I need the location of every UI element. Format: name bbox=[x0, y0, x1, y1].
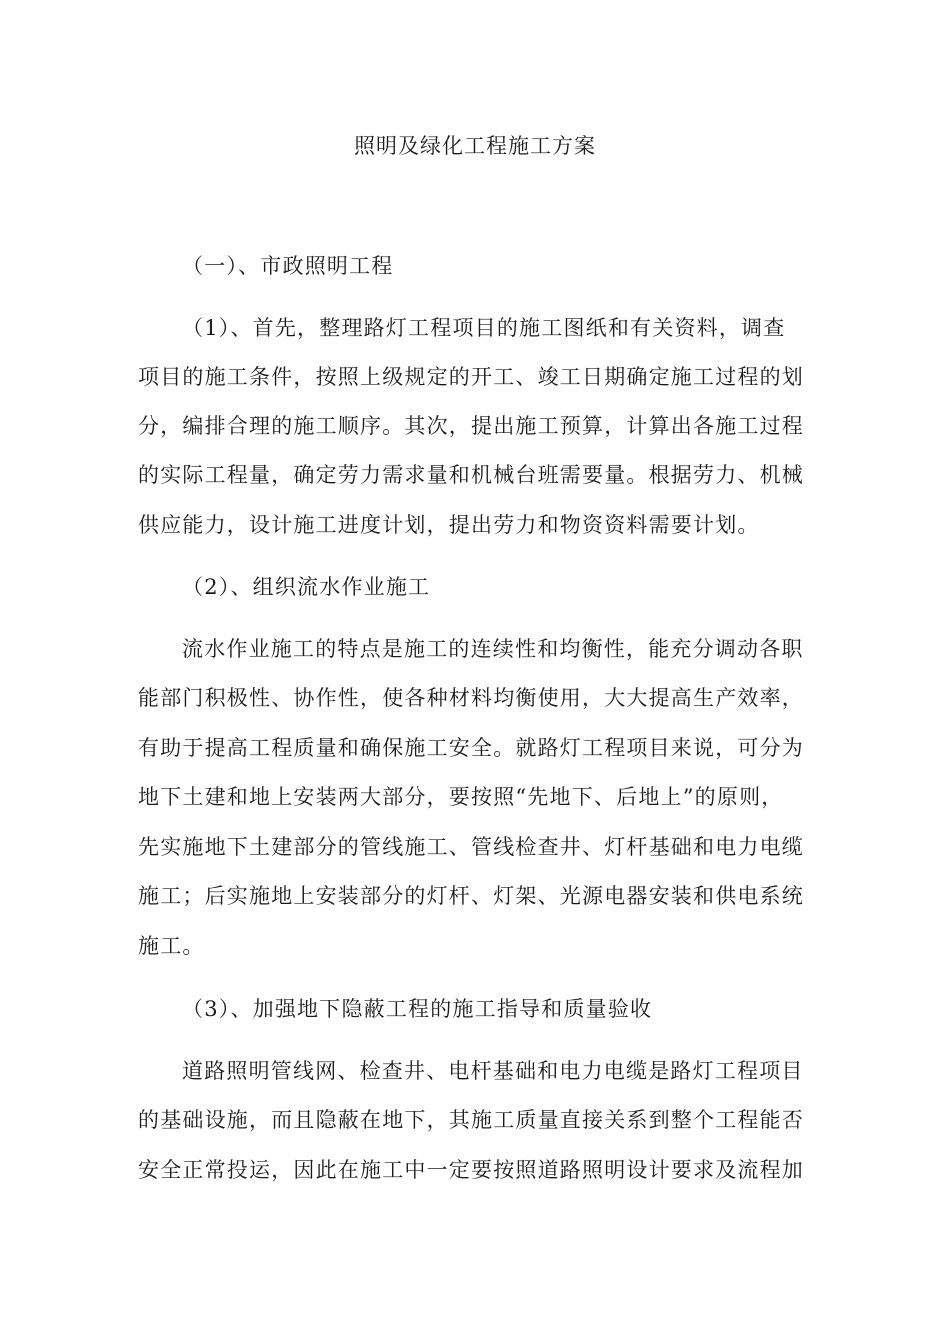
paragraph-line: 先实施地下土建部分的管线施工、管线检查井、灯杆基础和电力电缆 bbox=[138, 835, 804, 859]
paragraph-line: 的基础设施，而且隐蔽在地下，其施工质量直接关系到整个工程能否 bbox=[138, 1108, 804, 1132]
paragraph-line: 安全正常投运，因此在施工中一定要按照道路照明设计要求及流程加 bbox=[138, 1158, 804, 1182]
paragraph-line: 施工。 bbox=[138, 934, 205, 958]
paragraph-line: 供应能力，设计施工进度计划，提出劳力和物资资料需要计划。 bbox=[138, 513, 760, 537]
paragraph-line: 的实际工程量，确定劳力需求量和机械台班需要量。根据劳力、机械 bbox=[138, 463, 804, 487]
paragraph-line: 地下土建和地上安装两大部分，要按照“先地下、后地上”的原则， bbox=[138, 785, 784, 809]
paragraph-line: 道路照明管线网、检查井、电杆基础和电力电缆是路灯工程项目 bbox=[182, 1059, 804, 1083]
paragraph-line: 项目的施工条件，按照上级规定的开工、竣工日期确定施工过程的划 bbox=[138, 365, 804, 389]
paragraph-line: 有助于提高工程质量和确保施工安全。就路灯工程项目来说，可分为 bbox=[138, 736, 804, 760]
subheading-hidden-works: （3）、加强地下隐蔽工程的施工指导和质量验收 bbox=[182, 997, 653, 1021]
paragraph-line: 施工；后实施地上安装部分的灯杆、灯架、光源电器安装和供电系统 bbox=[138, 884, 804, 908]
paragraph-line: 能部门积极性、协作性，使各种材料均衡使用，大大提高生产效率， bbox=[138, 686, 804, 710]
paragraph-line: （1）、首先，整理路灯工程项目的施工图纸和有关资料，调查 bbox=[182, 316, 786, 340]
subheading-flow-construction: （2）、组织流水作业施工 bbox=[182, 575, 431, 599]
section-heading-municipal-lighting: （一）、市政照明工程 bbox=[182, 254, 394, 278]
paragraph-line: 流水作业施工的特点是施工的连续性和均衡性，能充分调动各职 bbox=[182, 637, 804, 661]
paragraph-line: 分，编排合理的施工顺序。其次，提出施工预算，计算出各施工过程 bbox=[138, 414, 804, 438]
document-title: 照明及绿化工程施工方案 bbox=[354, 134, 596, 158]
